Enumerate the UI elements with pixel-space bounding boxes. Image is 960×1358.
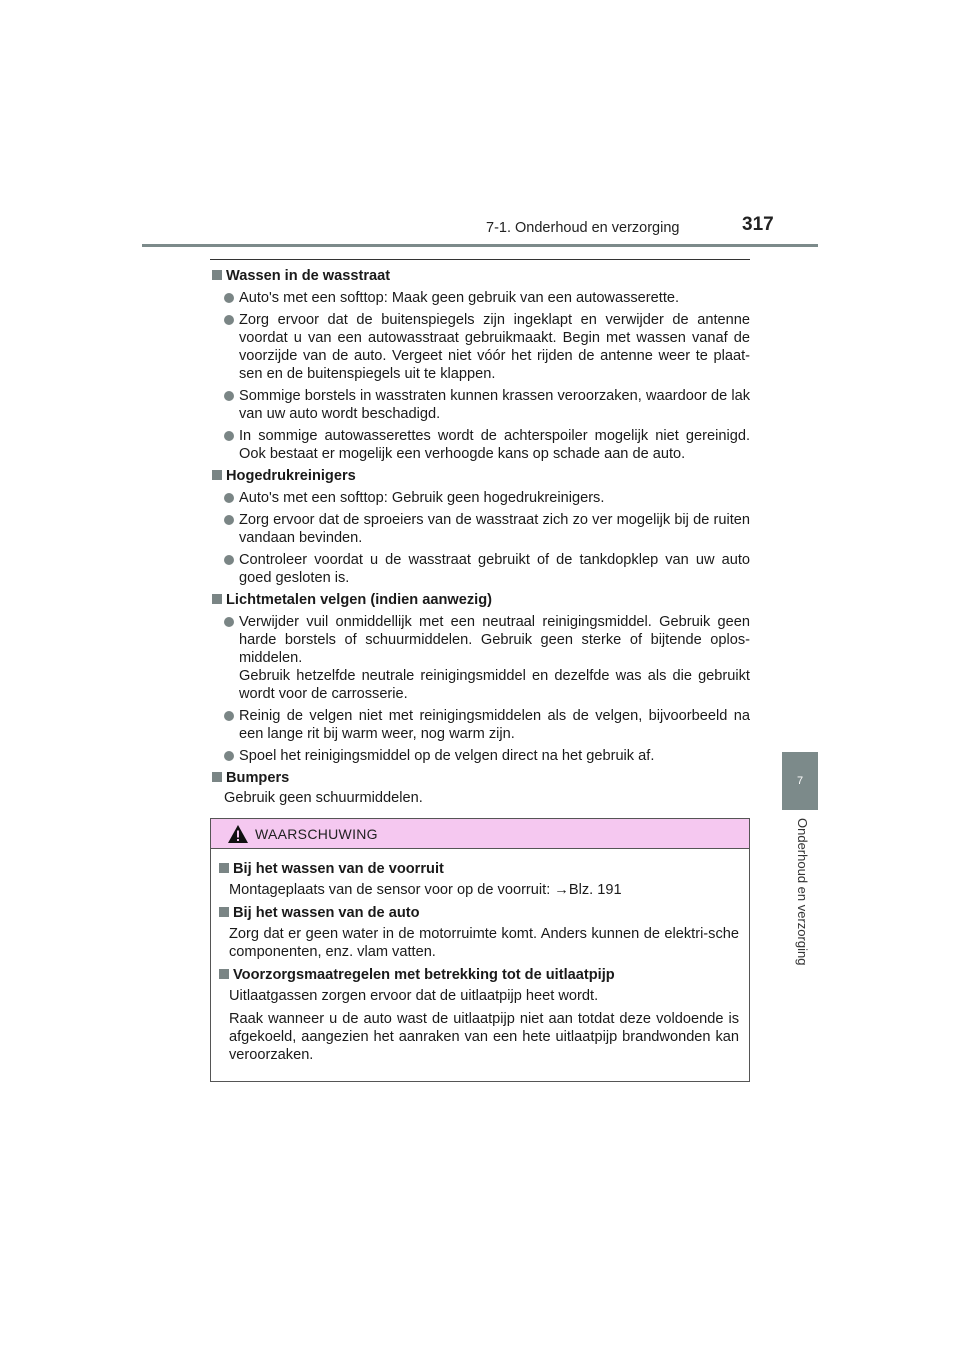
warning-item-text: Raak wanneer u de auto wast de uitlaatpijp niet aan totdat deze voldoende is afgekoeld, aangezien het aanraken van een hete uitlaatpijp brandwonden kan veroorzaken. (229, 1011, 739, 1063)
list-item (224, 551, 750, 587)
list-item-text: Verwijder vuil onmiddellijk met een neutraal reinigingsmiddel. Gebruik geen harde borstels of schuurmiddelen. Gebruik geen sterke of bijtende oplos-middelen. Gebruik hetzelfde neutrale reinigingsmiddel en dezelfde was als die gebruikt wordt voor de carrosserie. (239, 614, 750, 702)
square-bullet-icon (212, 594, 222, 604)
section-title (210, 267, 750, 285)
chapter-tab-label: Onderhoud en verzorging (795, 818, 810, 966)
list-item-text: Reinig de velgen niet met reinigingsmiddelen als de velgen, bijvoorbeeld na een lange rit bij warm weer, nog warm zijn. (239, 708, 750, 742)
warning-title: WAARSCHUWING (255, 826, 378, 842)
square-bullet-icon (219, 863, 229, 873)
list-item-text: In sommige autowasserettes wordt de achterspoiler mogelijk niet gereinigd. Ook bestaat er mogelijk een verhoogde kans op schade aan de auto. (239, 428, 750, 462)
list-item-text: Auto's met een softtop: Gebruik geen hogedrukreinigers. (239, 490, 605, 506)
round-bullet-icon (224, 555, 234, 565)
section-title (210, 591, 750, 609)
square-bullet-icon (219, 907, 229, 917)
warning-item-text: Montageplaats van de sensor voor op de voorruit: →Blz. 191 (229, 882, 622, 898)
warning-header (211, 819, 749, 849)
warning-item-text: Uitlaatgassen zorgen ervoor dat de uitlaatpijp heet wordt. (229, 988, 599, 1004)
list-item (224, 747, 750, 765)
section-title-text: Wassen in de wasstraat (226, 268, 391, 284)
list-item (224, 311, 750, 383)
section-car-wash (210, 267, 750, 463)
list-item (224, 511, 750, 547)
warning-body (211, 849, 749, 1064)
list-item (224, 387, 750, 423)
section-title-text: Hogedrukreinigers (226, 468, 356, 484)
section-title-text: Bumpers (226, 770, 290, 786)
square-bullet-icon (212, 270, 222, 280)
warning-item-title (217, 860, 739, 878)
running-header-section: 7-1. Onderhoud en verzorging (486, 220, 680, 236)
round-bullet-icon (224, 431, 234, 441)
list-item-text: Sommige borstels in wasstraten kunnen krassen veroorzaken, waardoor de lak van uw auto wordt beschadigd. (239, 388, 750, 422)
content-top-rule (210, 259, 750, 260)
round-bullet-icon (224, 751, 234, 761)
list-item (224, 489, 750, 507)
round-bullet-icon (224, 515, 234, 525)
warning-item-title-text: Bij het wassen van de voorruit (233, 861, 444, 877)
warning-item-text: Zorg dat er geen water in de motorruimte komt. Anders kunnen de elektri-sche componenten, enz. vlam vatten. (229, 926, 739, 960)
list-item-text: Auto's met een softtop: Maak geen gebruik van een autowasserette. (239, 290, 680, 306)
square-bullet-icon (219, 969, 229, 979)
section-title (210, 467, 750, 485)
page-number: 317 (742, 214, 774, 235)
round-bullet-icon (224, 711, 234, 721)
section-high-pressure (210, 467, 750, 587)
round-bullet-icon (224, 617, 234, 627)
list-item (224, 613, 750, 703)
round-bullet-icon (224, 293, 234, 303)
main-content (210, 264, 750, 811)
paragraph: Gebruik geen schuurmiddelen. (224, 790, 423, 806)
section-title-text: Lichtmetalen velgen (indien aanwezig) (226, 592, 492, 608)
warning-item-title-text: Bij het wassen van de auto (233, 905, 420, 921)
section-alloy-wheels (210, 591, 750, 765)
list-item (224, 289, 750, 307)
round-bullet-icon (224, 315, 234, 325)
list-item-text: Zorg ervoor dat de buitenspiegels zijn ingeklapt en verwijder de antenne voordat u van een autowasstraat gebruikmaakt. Begin met wassen vanaf de voorzijde van de auto. Vergeet niet vóór het rijden de antenne weer te plaat-sen en de buitenspiegels uit te klappen. (239, 312, 750, 382)
warning-triangle-icon (227, 824, 249, 844)
section-bumpers (210, 769, 750, 807)
warning-item-title-text: Voorzorgsmaatregelen met betrekking tot de uitlaatpijp (233, 967, 615, 983)
chapter-tab[interactable]: 7 (782, 752, 818, 810)
round-bullet-icon (224, 391, 234, 401)
list-item-text: Controleer voordat u de wasstraat gebruikt of de tankdopklep van uw auto goed gesloten is. (239, 552, 750, 586)
list-item-text: Spoel het reinigingsmiddel op de velgen direct na het gebruik af. (239, 748, 655, 764)
warning-item-title (217, 966, 739, 984)
list-item-text: Zorg ervoor dat de sproeiers van de wasstraat zich zo ver mogelijk bij de ruiten vandaan bevinden. (239, 512, 750, 546)
list-item (224, 707, 750, 743)
list-item (224, 427, 750, 463)
square-bullet-icon (212, 772, 222, 782)
round-bullet-icon (224, 493, 234, 503)
warning-item-title (217, 904, 739, 922)
header-rule (142, 244, 818, 247)
section-title (210, 769, 750, 787)
square-bullet-icon (212, 470, 222, 480)
warning-box (210, 818, 750, 1082)
